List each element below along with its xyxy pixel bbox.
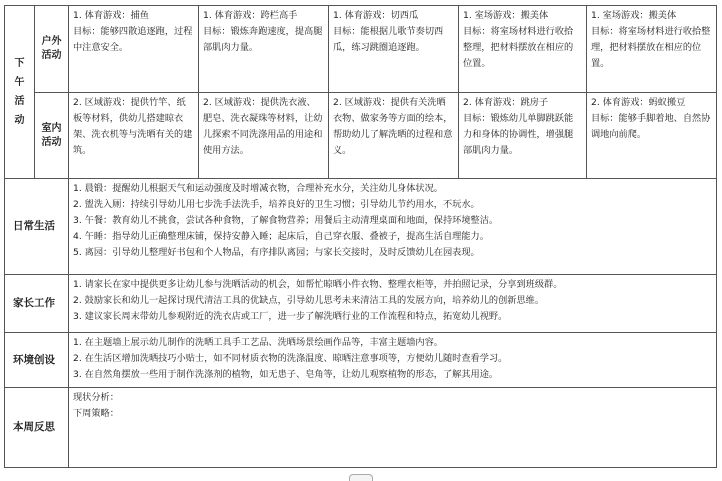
afternoon-activity-label: 下午活动 [5, 6, 35, 179]
indoor-cell-5: 2. 体育游戏：蚂蚁搬豆 目标：能够手脚着地、自然协调地向前爬。 [587, 93, 717, 179]
indoor-cell-2: 2. 区域游戏：提供洗衣液、肥皂、洗衣凝珠等材料，让幼儿探索不同洗涤用品的用途和使用方法。 [199, 93, 329, 179]
daily-item: 4. 午睡：指导幼儿正确整理床铺，保持安静入睡；起床后，自己穿衣服、叠被子，提高生活自理能力。 [73, 231, 489, 242]
outdoor-cell-5: 1. 室场游戏：搬美体 目标：将室场材料进行收拾整理，把材料摆放在相应的位置。 [587, 6, 717, 93]
parent-item: 1. 请家长在家中提供更多让幼儿参与洗晒活动的机会，如帮忙晾晒小件衣物、整理衣柜等，并拍照记录，分享到班级群。 [73, 279, 563, 290]
parent-item: 2. 鼓励家长和幼儿一起探讨现代清洁工具的优缺点，引导幼儿思考未来清洁工具的发展方向，培养幼儿的创新思维。 [73, 295, 545, 306]
indoor-cell-4: 2. 体育游戏：跳房子 目标：锻炼幼儿单脚跳跃能力和身体的协调性，增强腿部肌肉力量。 [459, 93, 587, 179]
daily-item: 3. 午餐：教育幼儿不挑食，尝试各种食物，了解食物营养；用餐后主动清理桌面和地面，保持环境整洁。 [73, 215, 499, 226]
daily-life-label: 日常生活 [5, 179, 69, 275]
environment-item: 2. 在生活区增加洗晒技巧小贴士，如不同材质衣物的洗涤温度、晾晒注意事项等，方便幼儿随时查看学习。 [73, 353, 508, 364]
status-analysis-label: 现状分析： [73, 392, 119, 403]
parent-work-label: 家长工作 [5, 275, 69, 333]
outdoor-cell-1: 1. 体育游戏：捕鱼 目标：能够四散追逐跑，过程中注意安全。 [69, 6, 199, 93]
indoor-cell-3: 2. 区域游戏：提供有关洗晒衣物、做家务等方面的绘本，帮助幼儿了解洗晒的过程和意义。 [329, 93, 459, 179]
environment-item: 1. 在主题墙上展示幼儿制作的洗晒工具手工艺品、洗晒场景绘画作品等，丰富主题墙内容。 [73, 337, 443, 348]
outdoor-cell-4: 1. 室场游戏：搬美体 目标：将室场材料进行收拾整理，把材料摆放在相应的位置。 [459, 6, 587, 93]
next-week-strategy-label: 下周策略： [73, 408, 119, 419]
parent-work-content [69, 275, 717, 333]
daily-life-content [69, 179, 717, 275]
weekly-reflection-content [69, 388, 717, 468]
indoor-activity-label: 室内活动 [35, 93, 69, 179]
indoor-cell-1: 2. 区域游戏：提供竹竿、纸板等材料，供幼儿搭建晾衣架、洗衣机等与洗晒有关的建筑。 [69, 93, 199, 179]
weekly-plan-table [4, 5, 716, 470]
outdoor-cell-3: 1. 体育游戏：切西瓜 目标：能根据儿歌节奏切西瓜，练习跳圈追逐跑。 [329, 6, 459, 93]
daily-item: 2. 盥洗入厕：持续引导幼儿用七步洗手法洗手，培养良好的卫生习惯；引导幼儿节约用水，不玩水。 [73, 199, 480, 210]
environment-item: 3. 在自然角摆放一些用于制作洗涤剂的植物，如无患子、皂角等，让幼儿观察植物的形态，了解其用途。 [73, 369, 499, 380]
outdoor-cell-2: 1. 体育游戏：跨栏高手 目标：锻炼奔跑速度，提高腿部肌肉力量。 [199, 6, 329, 93]
environment-label: 环境创设 [5, 333, 69, 388]
daily-item: 5. 离园：引导幼儿整理好书包和个人物品，有序排队离园；与家长交接时，及时反馈幼儿在园表现。 [73, 247, 480, 258]
environment-content [69, 333, 717, 388]
parent-item: 3. 建议家长周末带幼儿参观附近的洗衣店或工厂，进一步了解洗晒行业的工作流程和特点，拓宽幼儿视野。 [73, 311, 508, 322]
weekly-reflection-label: 本周反思 [5, 388, 69, 468]
outdoor-activity-label: 户外活动 [35, 6, 69, 93]
daily-item: 1. 晨锻：提醒幼儿根据天气和运动强度及时增减衣物，合理补充水分，关注幼儿身体状况。 [73, 183, 443, 194]
